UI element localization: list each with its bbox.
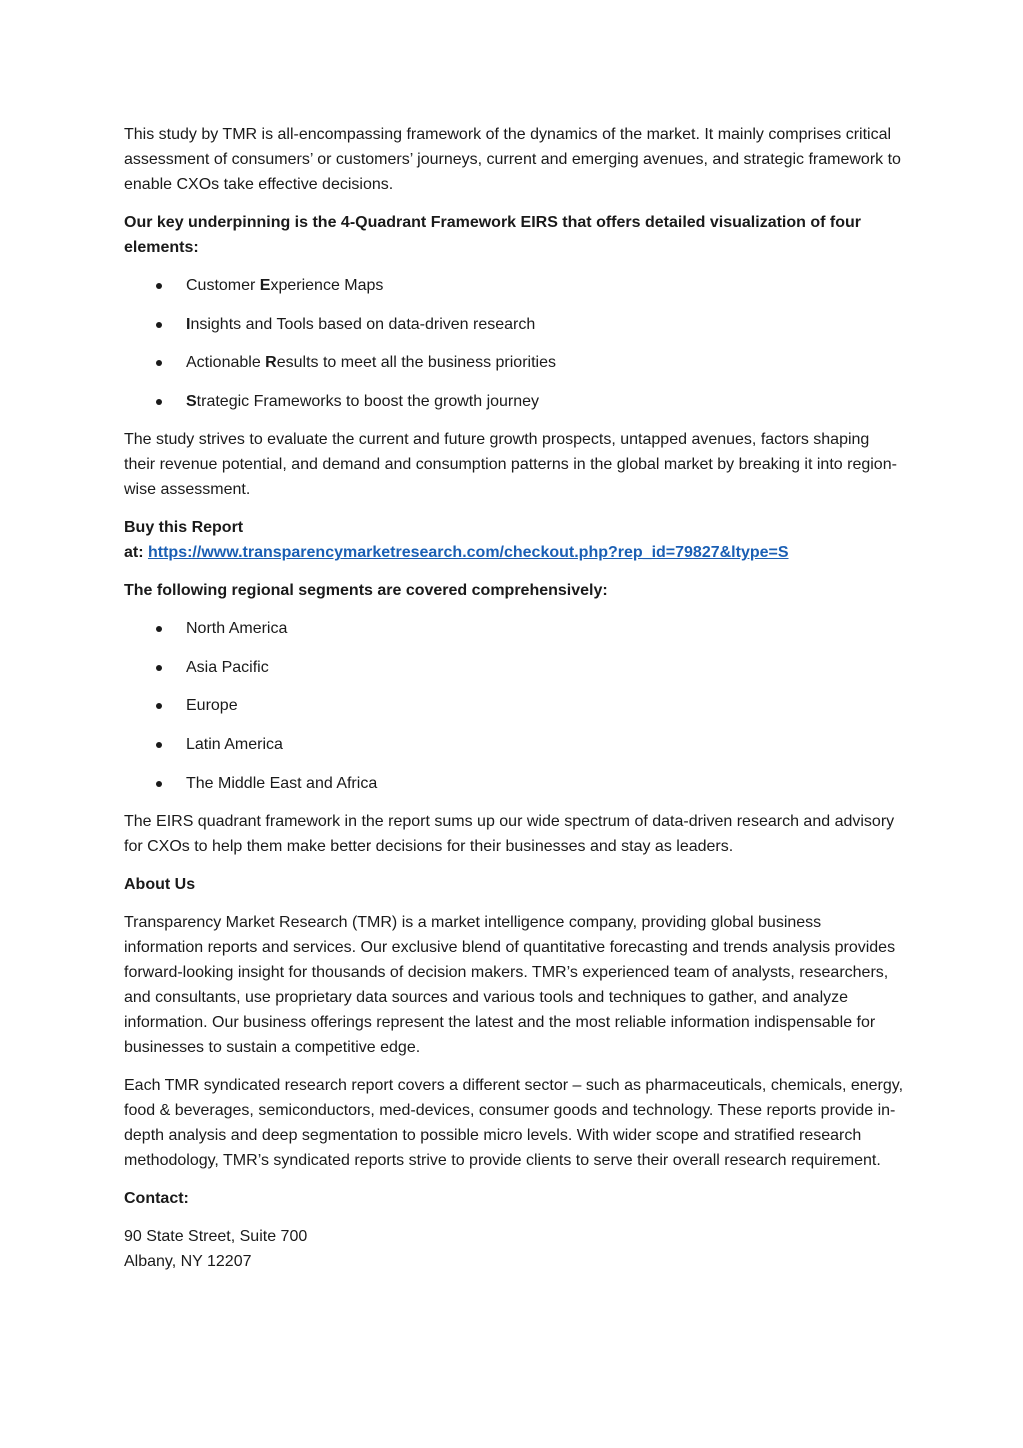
bullet-icon [156,399,162,405]
regions-list [124,616,904,796]
about-heading: About Us [124,875,196,893]
list-item: Customer Experience Maps [124,273,904,298]
framework-heading: Our key underpinning is the 4-Quadrant Framework EIRS that offers detailed visualization of four elements: [124,214,861,256]
framework-list [124,273,904,414]
list-item: Actionable Results to meet all the business priorities [124,350,904,375]
list-item: North America [124,616,904,641]
list-item: Asia Pacific [124,655,904,680]
study-paragraph: The study strives to evaluate the current and future growth prospects, untapped avenues, factors shaping their revenue potential, and demand and consumption patterns in the global market by breaking it into region-wise assessment. [124,431,897,499]
bullet-icon [156,283,162,289]
buy-report-at: at: [124,544,148,562]
list-item: Europe [124,693,904,718]
bullet-icon [156,360,162,366]
bullet-icon [156,703,162,709]
document-page [124,122,904,1287]
buy-report-link[interactable]: https://www.transparencymarketresearch.com/checkout.php?rep_id=79827&ltype=S [148,544,789,562]
eirs-paragraph: The EIRS quadrant framework in the report sums up our wide spectrum of data-driven research and advisory for CXOs to help them make better decisions for their businesses and stay as leaders. [124,812,895,855]
list-item: The Middle East and Africa [124,771,904,796]
address-line: 90 State Street, Suite 700 [124,1227,308,1245]
intro-paragraph: This study by TMR is all-encompassing framework of the dynamics of the market. It mainly comprises critical assessment of consumers’ or customers’ journeys, current and emerging avenues, and strategic framework to enable CXOs take effective decisions. [124,126,901,193]
bullet-icon [156,742,162,748]
syndicated-paragraph: Each TMR syndicated research report covers a different sector – such as pharmaceuticals, chemicals, energy, food & beverages, semiconductors, med-devices, consumer goods and technology. These reports provide in-depth analysis and deep segmentation to possible micro levels. With wider scope and stratified research methodology, TMR’s syndicated reports strive to provide clients to serve their overall research requirement. [124,1076,904,1169]
buy-report-label: Buy this Report [124,519,244,537]
contact-address [124,1224,904,1274]
bullet-icon [156,626,162,632]
list-item: Strategic Frameworks to boost the growth journey [124,389,904,414]
contact-heading: Contact: [124,1189,189,1207]
about-paragraph: Transparency Market Research (TMR) is a market intelligence company, providing global business information reports and services. Our exclusive blend of quantitative forecasting and trends analysis provides forward-looking insight for thousands of decision makers. TMR’s experienced team of analysts, researchers, and consultants, use proprietary data sources and various tools and techniques to gather, and analyze information. Our business offerings represent the latest and the most reliable information indispensable for businesses to sustain a competitive edge. [124,913,896,1056]
bullet-icon [156,322,162,328]
address-line: Albany, NY 12207 [124,1252,252,1270]
bullet-icon [156,781,162,787]
regions-heading: The following regional segments are covered comprehensively: [124,582,608,600]
list-item: Insights and Tools based on data-driven research [124,312,904,337]
list-item: Latin America [124,732,904,757]
buy-report [124,515,904,565]
bullet-icon [156,665,162,671]
